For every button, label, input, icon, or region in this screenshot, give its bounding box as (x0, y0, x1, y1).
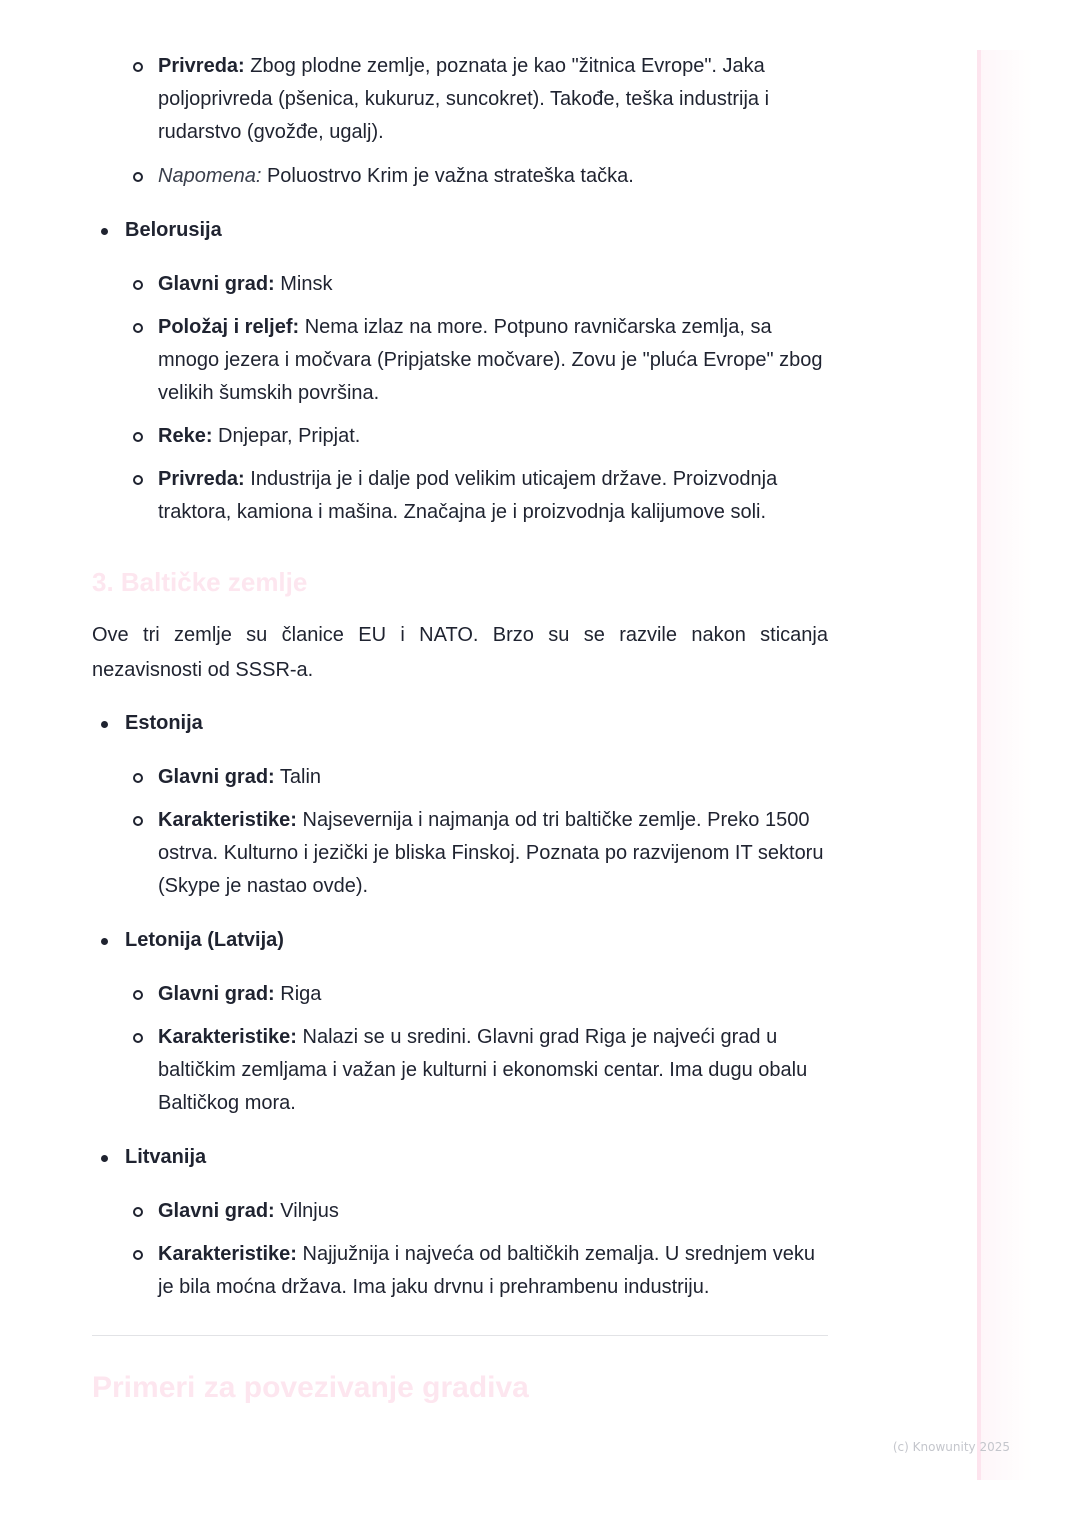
item-label: Glavni grad: (158, 1200, 275, 1222)
item-label: Privreda: (158, 55, 245, 77)
country-name: Letonija (Latvija) (125, 929, 284, 951)
item-text: Najsevernija i najmanja od tri baltičke zemlje. Preko 1500 ostrva. Kulturno i jezički je bliska Finskoj. Poznata po razvijenom IT sektoru (Skype je nastao ovde). (158, 809, 824, 897)
list-item (92, 1238, 828, 1304)
item-text: Vilnjus (280, 1200, 339, 1222)
list-item (92, 1021, 828, 1120)
item-text: Zbog plodne zemlje, poznata je kao "žitnica Evrope". Jaka poljoprivreda (pšenica, kukuruz, suncokret). Takođe, teška industrija i rudarstvo (gvožđe, ugalj). (158, 55, 770, 143)
list-item (92, 804, 828, 903)
item-text: Dnjepar, Pripjat. (218, 425, 361, 447)
estonia-section (92, 707, 828, 740)
baltic-intro-paragraph: Ove tri zemlje su članice EU i NATO. Brzo su se razvile nakon sticanja nezavisnosti od SSSR-a. (92, 624, 828, 681)
list-item (92, 311, 828, 410)
item-label: Glavni grad: (158, 273, 275, 295)
item-label: Reke: (158, 425, 213, 447)
list-item (92, 761, 828, 794)
copyright-footer: (c) Knowunity 2025 (892, 1440, 1010, 1454)
section-heading-baltic: 3. Baltičke zemlje (92, 567, 308, 597)
ukraine-details-list (92, 50, 828, 193)
item-text: Talin (279, 766, 322, 788)
item-label: Napomena: (158, 165, 262, 187)
item-label: Glavni grad: (158, 983, 275, 1005)
list-item (92, 50, 828, 149)
item-label: Karakteristike: (158, 809, 297, 831)
side-margin-strip (977, 50, 981, 1480)
item-label: Položaj i reljef: (158, 316, 300, 338)
item-text: Najjužnija i najveća od baltičkih zemalja. U srednjem veku je bila moćna država. Ima jaku drvnu i prehrambenu industriju. (158, 1243, 815, 1298)
latvia-section (92, 924, 828, 957)
item-text: Nema izlaz na more. Potpuno ravničarska zemlja, sa mnogo jezera i močvara (Pripjatske močvare). Zovu je "pluća Evrope" zbog velikih šumskih površina. (158, 316, 823, 404)
list-item (92, 420, 828, 453)
list-item (92, 268, 828, 301)
side-margin-glow (981, 50, 1033, 1480)
section-heading-examples: Primeri za povezivanje gradiva (92, 1371, 529, 1404)
country-item (92, 1141, 828, 1174)
lithuania-details-list (92, 1195, 828, 1304)
document-content (92, 50, 828, 1408)
list-item (92, 1195, 828, 1228)
item-text: Industrija je i dalje pod velikim uticajem države. Proizvodnja traktora, kamiona i mašina. Značajna je i proizvodnja kalijumove soli. (158, 468, 778, 523)
country-name: Belorusija (125, 219, 222, 241)
item-label: Karakteristike: (158, 1243, 297, 1265)
item-label: Karakteristike: (158, 1026, 297, 1048)
belarus-section (92, 214, 828, 247)
country-name: Litvanija (125, 1146, 207, 1168)
item-label: Privreda: (158, 468, 245, 490)
item-text: Riga (280, 983, 322, 1005)
estonia-details-list (92, 761, 828, 903)
lithuania-section (92, 1141, 828, 1174)
item-text: Nalazi se u sredini. Glavni grad Riga je najveći grad u baltičkim zemljama i važan je kulturni i ekonomski centar. Ima dugu obalu Baltičkog mora. (158, 1026, 808, 1114)
belarus-details-list (92, 268, 828, 529)
item-label: Glavni grad: (158, 766, 275, 788)
item-text: Poluostrvo Krim je važna strateška tačka. (266, 165, 634, 187)
country-item (92, 214, 828, 247)
list-item (92, 160, 828, 193)
item-text: Minsk (280, 273, 333, 295)
country-item (92, 924, 828, 957)
list-item (92, 978, 828, 1011)
list-item (92, 463, 828, 529)
latvia-details-list (92, 978, 828, 1120)
section-divider (92, 1335, 828, 1336)
country-name: Estonija (125, 712, 203, 734)
country-item (92, 707, 828, 740)
